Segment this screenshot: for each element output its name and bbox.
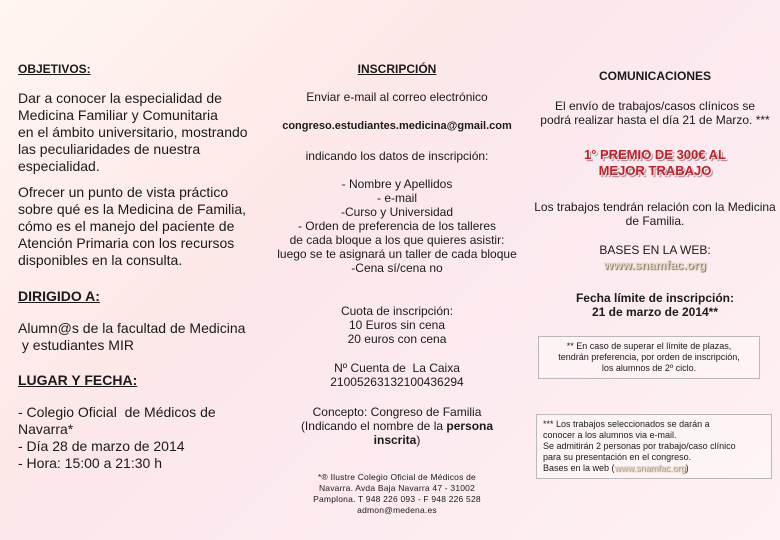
cuota-text: Cuota de inscripción: 10 Euros sin cena 20 euros con cena (340, 304, 454, 346)
colegio-footnote: *® Ilustre Colegio Oficial de Médicos de Navarra. Avda Baja Navarra 47 - 31002 Pamplona. T 948 226 093 - F 948 226 528 admon@medena.es (313, 472, 481, 515)
inscripcion-heading: INSCRIPCIÓN (357, 62, 437, 76)
cuenta-text: Nº Cuenta de La Caixa 21005263132100436294 (330, 361, 464, 389)
email-intro: Enviar e-mail al correo electrónico (306, 90, 488, 104)
column-left (0, 0, 262, 540)
dirigido-text: Alumn@s de la facultad de Medicina y estudiantes MIR (18, 320, 246, 353)
comunicaciones-heading: COMUNICACIONES (598, 69, 711, 83)
bases-url-link[interactable]: www.snamfac.org (603, 258, 707, 272)
concepto-text: Concepto: Congreso de Familia (Indicando el nombre de la persona inscrita) (300, 405, 494, 447)
lugar-text: - Colegio Oficial de Médicos de Navarra* - Día 28 de marzo de 2014 - Hora: 15:00 a 21:30 h (18, 404, 216, 471)
premio-banner: 1° PREMIO DE 300€ AL MEJOR TRABAJO (584, 147, 726, 178)
trabajos-note-box: *** Los trabajos seleccionados se darán a conocer a los alumnos via e-mail. Se admitirán 2 personas por trabajo/caso clínico para su presentación en el congreso. Bases en la web (www.snamfac.org) (536, 414, 772, 479)
plazas-note-box: ** En caso de superar el límite de plazas, tendrán preferencia, por orden de inscripción, los alumnos de 2º ciclo. (538, 336, 760, 379)
email-address[interactable]: congreso.estudiantes.medicina@gmail.com (282, 120, 512, 132)
datos-list: - Nombre y Apellidos - e-mail -Curso y Universidad - Orden de preferencia de los talleres de cada bloque a los que quieres asistir: luego se te asignará un taller de cada bloque -Cena sí/cena no (277, 177, 517, 275)
datos-intro: indicando los datos de inscripción: (305, 149, 489, 163)
dirigido-heading: DIRIGIDO A: (18, 288, 100, 304)
objetivos-heading: OBJETIVOS: (18, 62, 91, 76)
objetivos-paragraph-1: Dar a conocer la especialidad de Medicina Familiar y Comunitaria en el ámbito universitario, mostrando las peculiaridades de nuestra especialidad. (18, 90, 248, 174)
objetivos-paragraph-2: Ofrecer un punto de vista práctico sobre qué es la Medicina de Familia, cómo es el manejo del paciente de Atención Primaria con los recursos disponibles en la consulta. (18, 184, 247, 268)
lugar-heading: LUGAR Y FECHA: (18, 372, 138, 388)
column-middle (266, 0, 528, 540)
bases-label: BASES EN LA WEB: (599, 243, 711, 257)
note-web-link[interactable]: www.snamfac.org (614, 463, 686, 473)
envio-text: El envío de trabajos/casos clínicos se podrá realizar hasta el día 21 de Marzo. *** (540, 99, 770, 127)
column-right (530, 0, 780, 540)
relacion-text: Los trabajos tendrán relación con la Medicina de Familia. (534, 200, 776, 228)
fecha-limite-text: Fecha límite de inscripción: 21 de marzo de 2014** (575, 291, 735, 319)
